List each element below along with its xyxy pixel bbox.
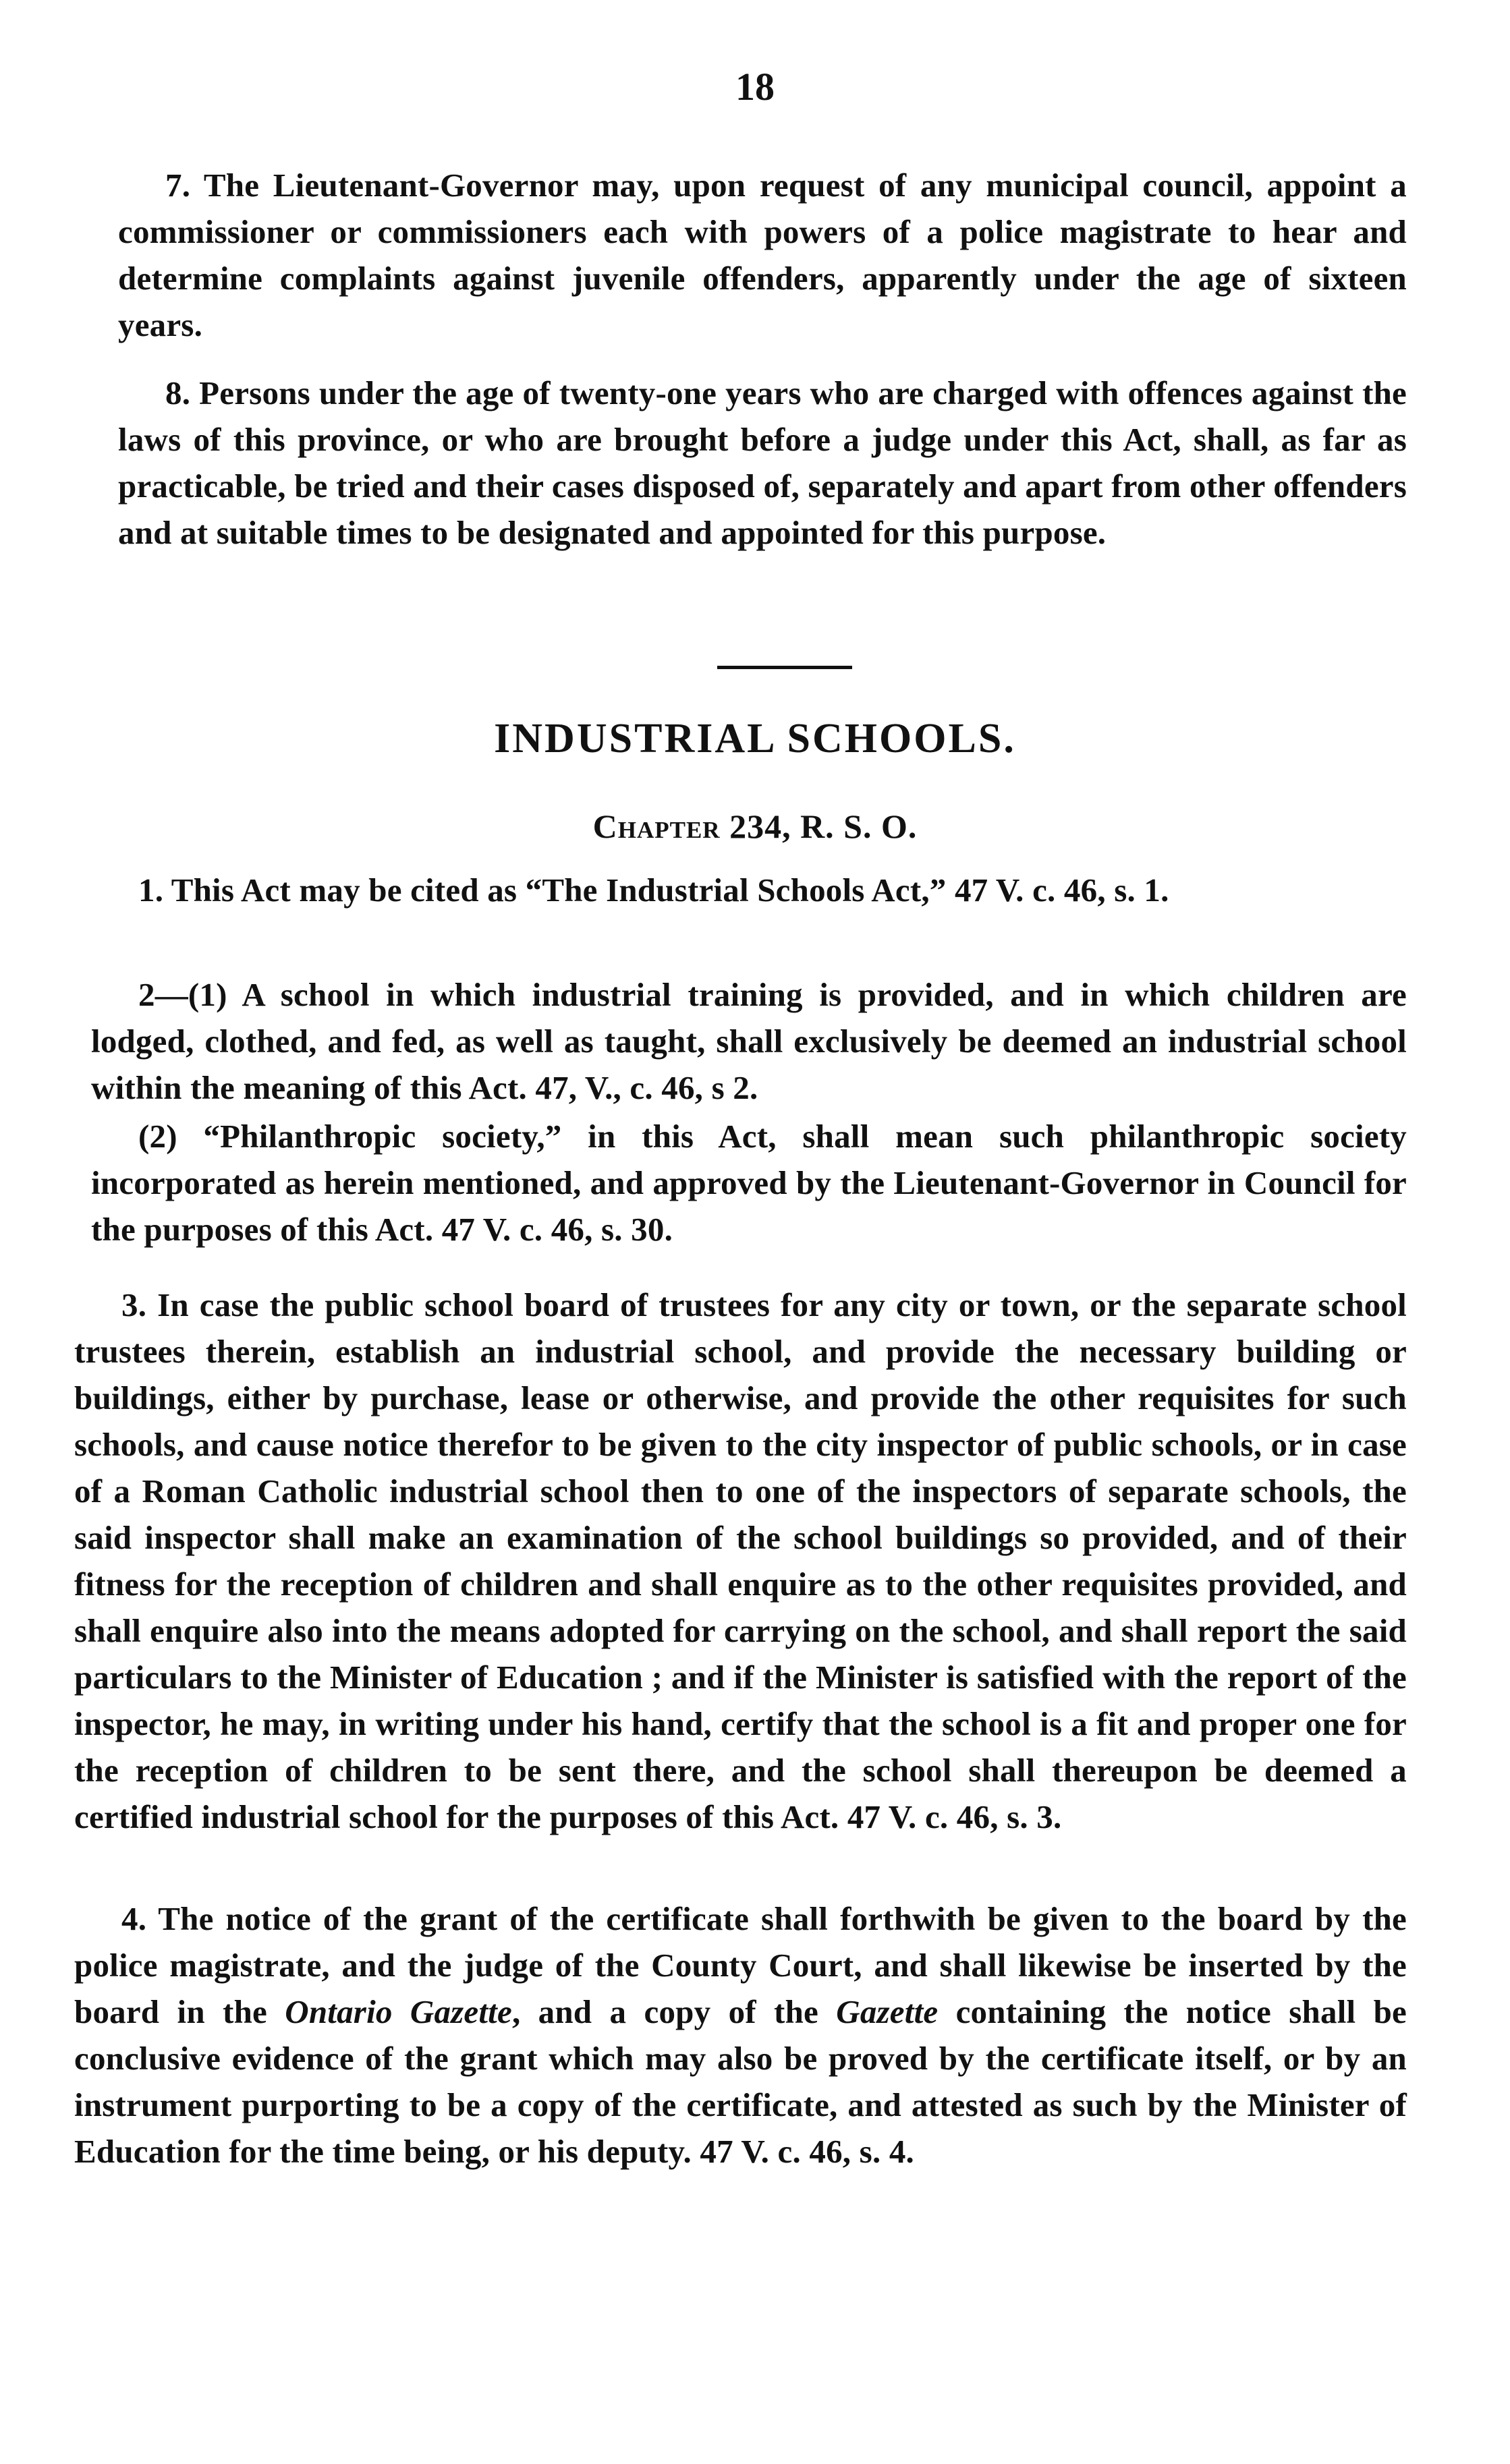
section-2-1-paragraph — [91, 971, 1407, 1111]
page-number: 18 — [735, 65, 775, 109]
section-4-text-middle: , and a copy of the — [511, 1993, 837, 2030]
section-1-text: 1. This Act may be cited as “The Industrial Schools Act,” 47 V. c. 46, s. 1. — [138, 871, 1169, 909]
section-4-text-start: 4. The notice of the grant of the certificate shall forthwith be given to the board by the police magistrate, and the judge of the County Court, and shall likewise be inserted by the board in the — [74, 1900, 1407, 2030]
section-8-paragraph — [118, 370, 1407, 556]
section-divider-rule — [717, 666, 852, 669]
section-7-text: 7. The Lieutenant-Governor may, upon request of any municipal council, appoint a commissioner or commissioners each with powers of a police magistrate to hear and determine complaints against juvenile offenders, apparently under the age of sixteen years. — [118, 167, 1407, 343]
section-3-paragraph — [74, 1282, 1407, 1840]
section-7-paragraph — [118, 162, 1407, 348]
section-4-paragraph — [74, 1895, 1407, 2175]
section-2-1-text: 2—(1) A school in which industrial training is provided, and in which children are lodged, clothed, and fed, as well as taught, shall exclusively be deemed an industrial school within the meaning of this Act. 47, V., c. 46, s 2. — [91, 976, 1407, 1106]
section-2-2-paragraph — [91, 1113, 1407, 1253]
chapter-label: Chapter — [592, 807, 721, 845]
ontario-gazette-title: Ontario Gazette — [285, 1993, 512, 2030]
section-3-text: 3. In case the public school board of trustees for any city or town, or the separate school trustees therein, establish an industrial school, and provide the necessary building or buildings, either by purchase, lease or otherwise, and provide the other requisites for such schools, and cause notice therefor to be given to the city inspector of public schools, or in case of a Roman Catholic industrial school then to one of the inspectors of separate schools, the said inspector shall make an examination of the school buildings so provided, and of their fitness for the reception of children and shall enquire as to the other requisites provided, and shall enquire also into the means adopted for carrying on the school, and shall report the said particulars to the Minister of Education ; and if the Minister is satisfied with the report of the inspector, he may, in writing under his hand, certify that the school is a fit and proper one for the reception of children to be sent there, and the school shall thereupon be deemed a certified industrial school for the purposes of this Act. 47 V. c. 46, s. 3. — [74, 1286, 1407, 1835]
gazette-title: Gazette — [836, 1993, 939, 2030]
section-4-text-end: containing the notice shall be conclusive evidence of the grant which may also be proved by the certificate itself, or by an instrument purporting to be a copy of the certificate, and attested as such by the Minister of Education for the time being, or his deputy. 47 V. c. 46, s. 4. — [74, 1993, 1407, 2170]
chapter-reference — [0, 803, 1510, 850]
section-8-text: 8. Persons under the age of twenty-one years who are charged with offences against the laws of this province, or who are brought before a judge under this Act, shall, as far as practicable, be tried and their cases disposed of, separately and apart from other offenders and at suitable times to be designated and appointed for this purpose. — [118, 374, 1407, 551]
section-1-paragraph — [91, 867, 1407, 913]
chapter-number: 234, R. S. O. — [729, 807, 918, 845]
section-2-2-text: (2) “Philanthropic society,” in this Act, shall mean such philanthropic society incorporated as herein mentioned, and approved by the Lieutenant-Governor in Council for the purposes of this Act. 47 V. c. 46, s. 30. — [91, 1118, 1407, 1248]
section-heading: INDUSTRIAL SCHOOLS. — [494, 716, 1016, 762]
